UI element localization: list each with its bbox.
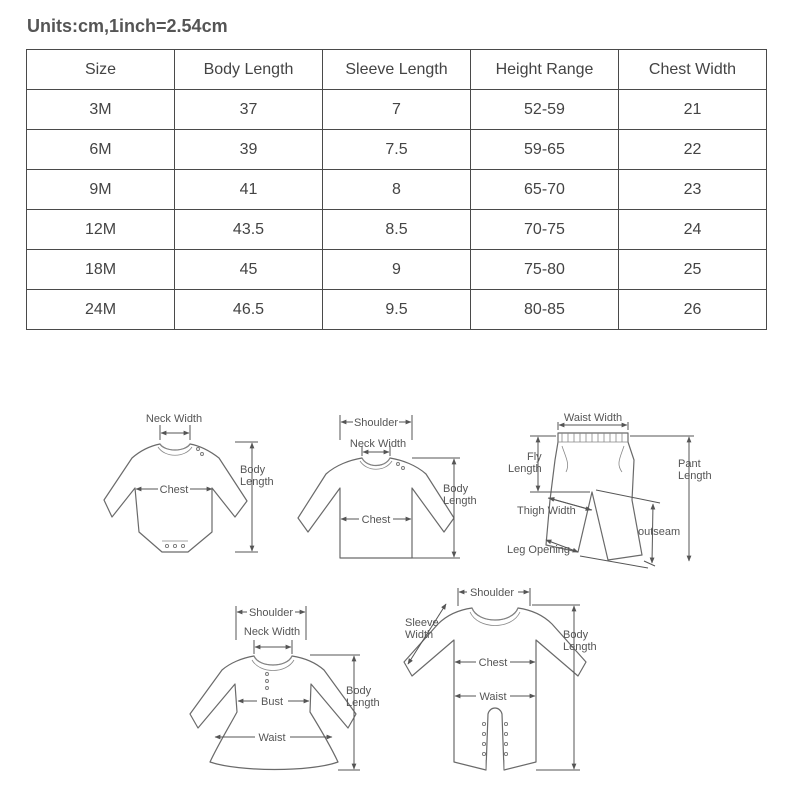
tshirt-chest-label: Chest	[361, 514, 391, 526]
cell-size: 3M	[27, 90, 175, 130]
cell-sleeve-length: 7.5	[323, 130, 471, 170]
cell-sleeve-length: 9	[323, 250, 471, 290]
dress-bust-label: Bust	[260, 696, 284, 708]
bodysuit-diagram	[104, 413, 274, 552]
cell-sleeve-length: 7	[323, 90, 471, 130]
cell-height-range: 52-59	[471, 90, 619, 130]
tshirt-shoulder-label: Shoulder	[353, 417, 399, 429]
pants-diagram	[507, 412, 712, 568]
cell-size: 24M	[27, 290, 175, 330]
bodysuit-body-label: Body	[240, 464, 266, 476]
romper-chest-label: Chest	[478, 657, 508, 669]
cell-sleeve-length: 9.5	[323, 290, 471, 330]
dress-waist-label: Waist	[258, 732, 286, 744]
romper-waist-label: Waist	[479, 691, 507, 703]
dress-length-label: Length	[346, 697, 380, 709]
header-sleeve-length: Sleeve Length	[323, 50, 471, 90]
pants-waist-width-label: Waist Width	[563, 412, 623, 424]
bodysuit-length-label: Length	[240, 476, 274, 488]
pants-outseam-label: outseam	[638, 526, 681, 538]
cell-body-length: 46.5	[175, 290, 323, 330]
cell-body-length: 41	[175, 170, 323, 210]
units-note: Units:cm,1inch=2.54cm	[27, 16, 228, 36]
cell-chest-width: 26	[619, 290, 767, 330]
dress-body-label: Body	[346, 685, 372, 697]
romper-sleeve-width-label: Width	[405, 629, 434, 641]
romper-body-label: Body	[563, 629, 589, 641]
cell-chest-width: 21	[619, 90, 767, 130]
dress-neck-width-label: Neck Width	[243, 626, 301, 638]
cell-sleeve-length: 8.5	[323, 210, 471, 250]
cell-body-length: 39	[175, 130, 323, 170]
tshirt-length-label: Length	[443, 495, 477, 507]
cell-chest-width: 24	[619, 210, 767, 250]
cell-chest-width: 23	[619, 170, 767, 210]
dress-diagram	[190, 606, 380, 770]
cell-height-range: 70-75	[471, 210, 619, 250]
cell-size: 12M	[27, 210, 175, 250]
cell-height-range: 59-65	[471, 130, 619, 170]
pants-thigh-width-label: Thigh Width	[517, 505, 576, 517]
cell-body-length: 37	[175, 90, 323, 130]
cell-body-length: 45	[175, 250, 323, 290]
tshirt-neck-width-label: Neck Width	[349, 438, 407, 450]
cell-chest-width: 25	[619, 250, 767, 290]
cell-chest-width: 22	[619, 130, 767, 170]
header-body-length: Body Length	[175, 50, 323, 90]
cell-size: 6M	[27, 130, 175, 170]
cell-size: 9M	[27, 170, 175, 210]
romper-diagram	[404, 587, 597, 770]
cell-body-length: 43.5	[175, 210, 323, 250]
cell-height-range: 75-80	[471, 250, 619, 290]
bodysuit-chest-label: Chest	[159, 484, 189, 496]
pants-leg-opening-label: Leg Opening	[507, 544, 570, 556]
header-size: Size	[27, 50, 175, 90]
romper-shoulder-label: Shoulder	[469, 587, 515, 599]
cell-height-range: 80-85	[471, 290, 619, 330]
pants-fly-length-label: Length	[508, 463, 542, 475]
tshirt-body-label: Body	[443, 483, 469, 495]
pants-pant-label: Pant	[678, 458, 701, 470]
romper-length-label: Length	[563, 641, 597, 653]
pants-pant-length-label: Length	[678, 470, 712, 482]
dress-shoulder-label: Shoulder	[248, 607, 294, 619]
cell-sleeve-length: 8	[323, 170, 471, 210]
bodysuit-neck-width-label: Neck Width	[145, 413, 203, 425]
pants-fly-label: Fly	[527, 451, 542, 463]
header-height-range: Height Range	[471, 50, 619, 90]
cell-size: 18M	[27, 250, 175, 290]
cell-height-range: 65-70	[471, 170, 619, 210]
romper-sleeve-label: Sleeve	[405, 617, 439, 629]
tshirt-diagram	[298, 415, 477, 558]
header-chest-width: Chest Width	[619, 50, 767, 90]
